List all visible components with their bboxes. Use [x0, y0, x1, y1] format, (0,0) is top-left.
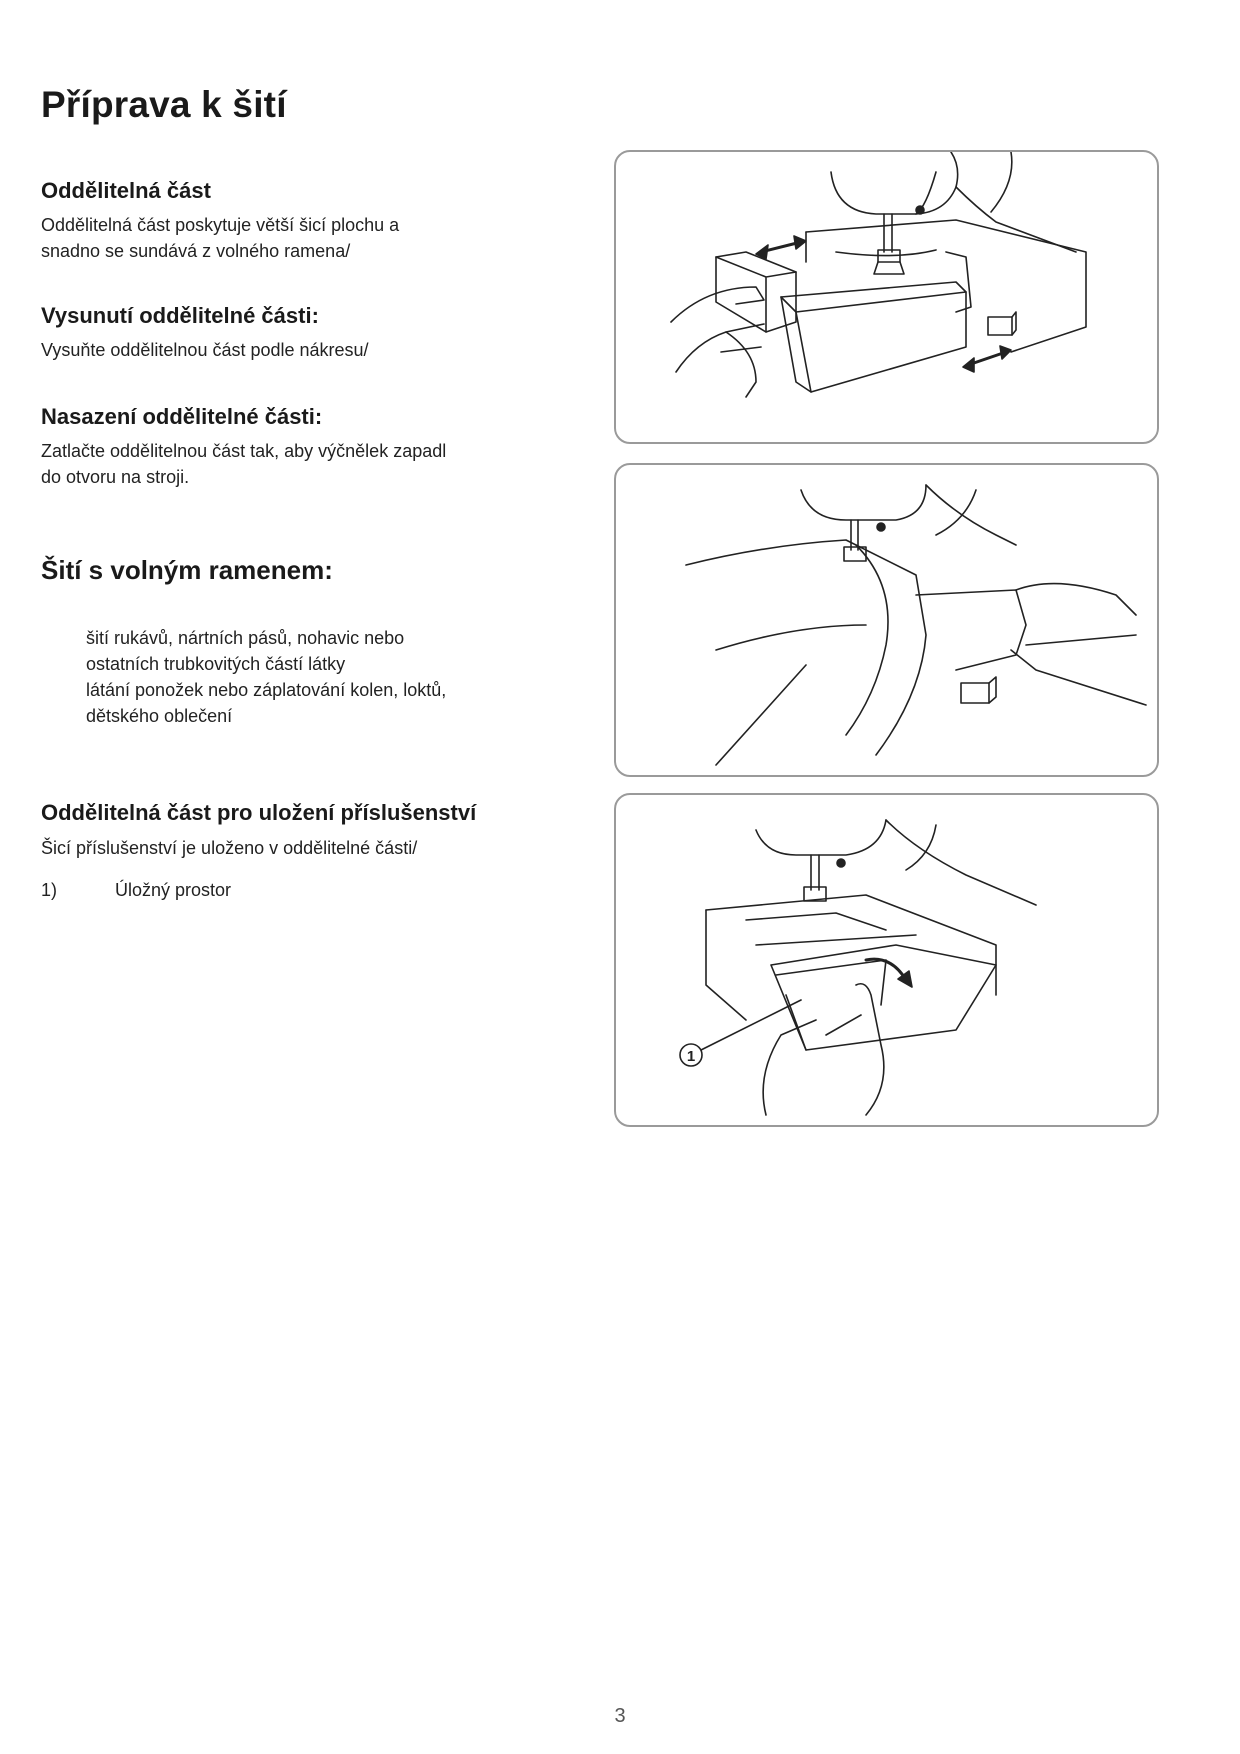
- illustration-remove-extension-table: [614, 150, 1159, 444]
- hand: [763, 984, 884, 1115]
- machine-head: [756, 820, 1036, 905]
- list-line: ostatních trubkovitých částí látky: [86, 654, 346, 674]
- text-line: Šicí příslušenství je uloženo v oddělitelné části/: [41, 838, 418, 858]
- text-line: Vysuňte oddělitelnou část podle nákresu/: [41, 340, 369, 360]
- list-line: šití rukávů, nártních pásů, nohavic nebo: [86, 628, 405, 648]
- section-heading-attach: Nasazení oddělitelné části:: [41, 404, 323, 429]
- presser-foot: [874, 206, 924, 274]
- list-item-number: 1): [41, 880, 58, 900]
- curved-arrow-icon: [866, 959, 912, 987]
- text-line: Zatlačte oddělitelnou část tak, aby výčnělek zapadl: [41, 441, 447, 461]
- section-text-detachable: [41, 212, 399, 264]
- section-text-attach: [41, 438, 446, 490]
- section-text-storage: [41, 835, 417, 861]
- section-heading-remove: Vysunutí oddělitelné části:: [41, 303, 319, 328]
- extension-table: [781, 282, 966, 392]
- illustration-accessory-storage: [614, 793, 1159, 1127]
- machine-head: [831, 152, 1076, 252]
- arrow-icon: [756, 236, 806, 259]
- page-title: Příprava k šití: [41, 84, 287, 125]
- text-line: do otvoru na stroji.: [41, 467, 190, 487]
- text-line: snadno se sundává z volného ramena/: [41, 241, 351, 261]
- section-text-remove: [41, 337, 369, 363]
- callout-number-1: [680, 1044, 702, 1066]
- sleeve-fabric: [686, 540, 926, 765]
- list-line: dětského oblečení: [86, 706, 233, 726]
- illustration-free-arm-sewing: [614, 463, 1159, 777]
- left-cap: [716, 252, 796, 332]
- presser-foot: [804, 855, 845, 901]
- free-arm-list: [86, 625, 446, 729]
- arrow-icon: [963, 346, 1011, 372]
- section-heading-detachable: Oddělitelná část: [41, 178, 211, 203]
- section-heading-storage: Oddělitelná část pro uložení příslušenství: [41, 800, 477, 825]
- machine-head: [801, 485, 1016, 545]
- list-line: látání ponožek nebo záplatování kolen, loktů,: [86, 680, 447, 700]
- page-number: 3: [614, 1705, 626, 1727]
- list-item-label: Úložný prostor: [115, 880, 232, 900]
- text-line: Oddělitelná část poskytuje větší šicí plochu a: [41, 215, 400, 235]
- section-heading-free-arm: Šití s volným ramenem:: [41, 555, 333, 585]
- callout-number-text: 1: [686, 1048, 696, 1065]
- extension-table: [706, 895, 996, 1020]
- callout-line: [701, 1000, 801, 1050]
- free-arm: [916, 584, 1146, 705]
